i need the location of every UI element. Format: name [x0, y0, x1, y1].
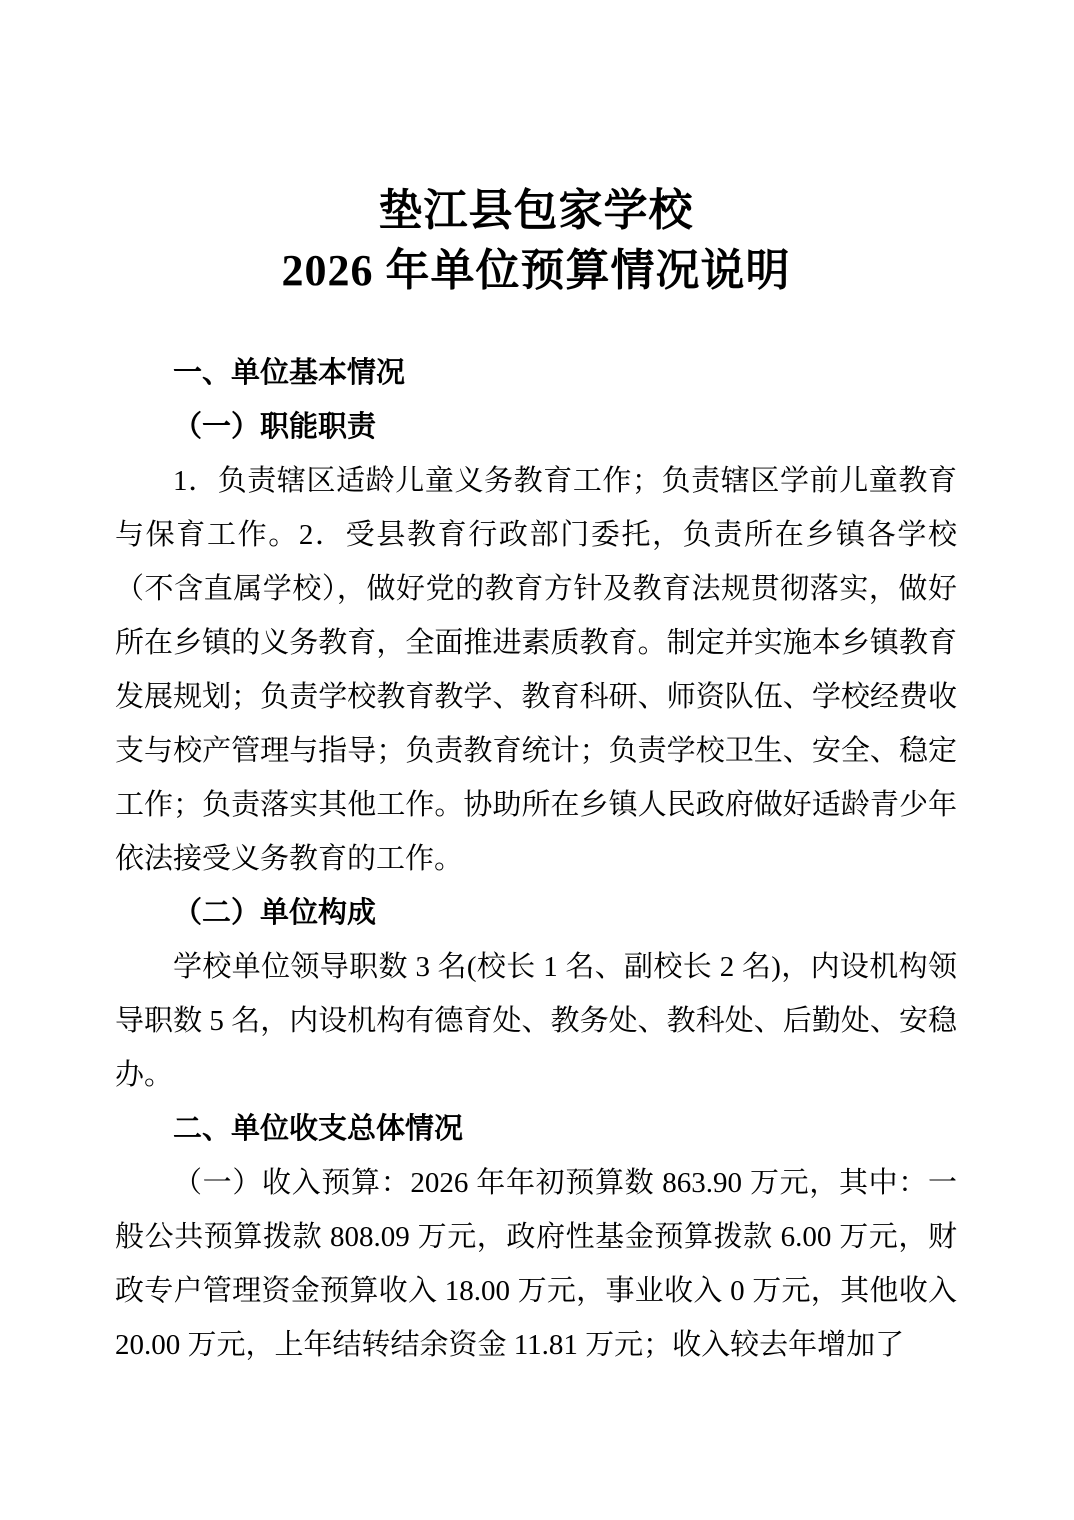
document-title [115, 181, 957, 301]
subsection-heading-composition: （二）单位构成 [173, 897, 377, 929]
document-title-line2: 2026 年单位预算情况说明 [281, 246, 791, 295]
paragraph-composition: 学校单位领导职数 3 名(校长 1 名、副校长 2 名)，内设机构领导职数 5 名，内设机构有德育处、教务处、教科处、后勤处、安稳办。 [115, 951, 957, 1091]
paragraph-duties: 1．负责辖区适龄儿童义务教育工作；负责辖区学前儿童教育与保育工作。2．受县教育行政部门委托，负责所在乡镇各学校（不含直属学校），做好党的教育方针及教育法规贯彻落实，做好所在乡镇的义务教育，全面推进素质教育。制定并实施本乡镇教育发展规划；负责学校教育教学、教育科研、师资队伍、学校经费收支与校产管理与指导；负责教育统计；负责学校卫生、安全、稳定工作；负责落实其他工作。协助所在乡镇人民政府做好适龄青少年依法接受义务教育的工作。 [115, 465, 957, 875]
section-heading-basic-info: 一、单位基本情况 [173, 357, 406, 389]
section-heading-revenue-overview: 二、单位收支总体情况 [173, 1113, 464, 1145]
document-body [115, 346, 957, 1372]
subsection-heading-duties: （一）职能职责 [173, 411, 377, 443]
document-title-line1: 垫江县包家学校 [378, 186, 694, 235]
paragraph-income-budget: （一）收入预算：2026 年年初预算数 863.90 万元，其中：一般公共预算拨款 808.09 万元，政府性基金预算拨款 6.00 万元，财政专户管理资金预算收入 18.00 万元，事业收入 0 万元，其他收入 20.00 万元，上年结转结余资金 11.81 万元；收入较去年增加了 [115, 1167, 957, 1361]
